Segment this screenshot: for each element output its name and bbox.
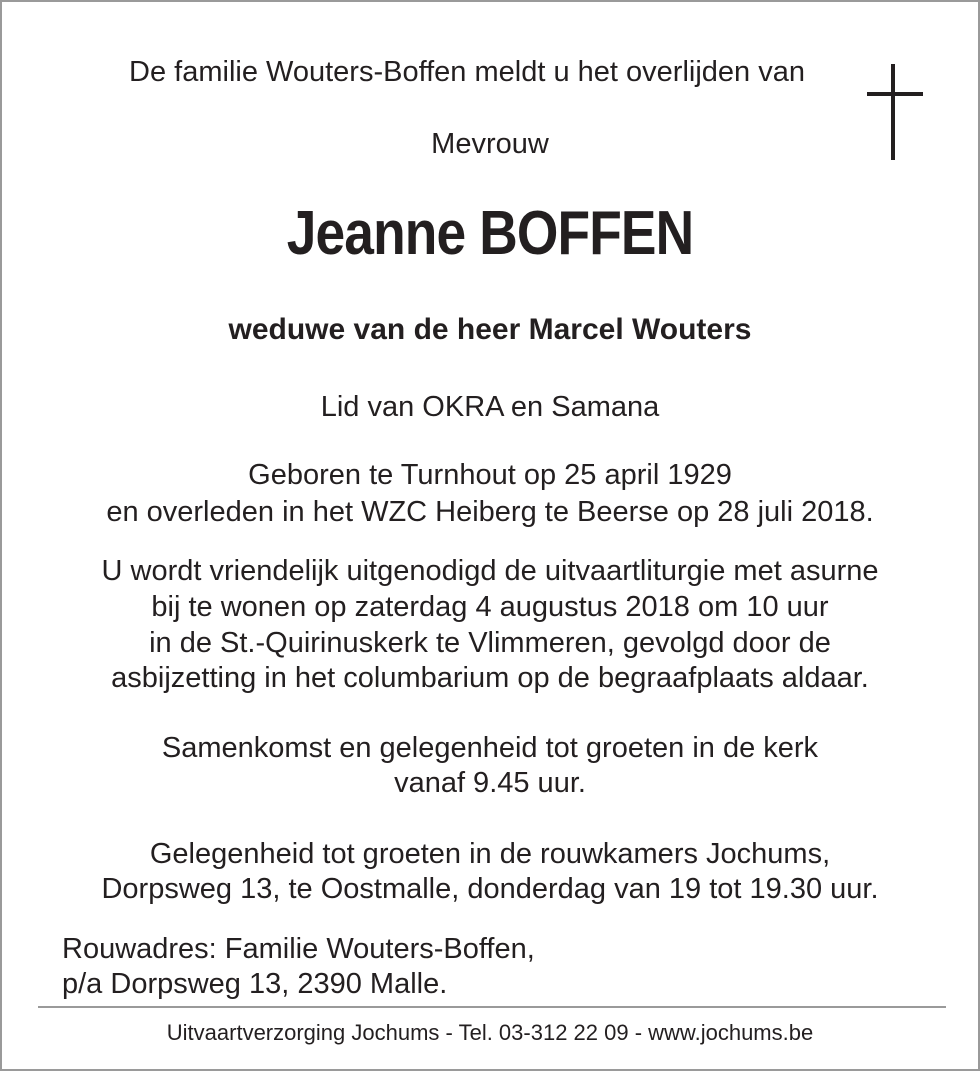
funeral-line: bij te wonen op zaterdag 4 augustus 2018 om 10 uur bbox=[151, 591, 829, 623]
funeral-line: asbijzetting in het columbarium op de begraafplaats aldaar. bbox=[111, 662, 869, 694]
membership-line: Lid van OKRA en Samana bbox=[320, 391, 660, 423]
funeral-line: U wordt vriendelijk uitgenodigd de uitvaartliturgie met asurne bbox=[101, 555, 879, 587]
viewing-line: Dorpsweg 13, te Oostmalle, donderdag van 19 tot 19.30 uur. bbox=[101, 873, 879, 905]
address-line: p/a Dorpsweg 13, 2390 Malle. bbox=[62, 968, 448, 1000]
address-line: Rouwadres: Familie Wouters-Boffen, bbox=[62, 933, 535, 965]
footer-divider bbox=[38, 1006, 946, 1008]
gathering-line: Samenkomst en gelegenheid tot groeten in de kerk bbox=[161, 732, 819, 764]
spouse-line: weduwe van de heer Marcel Wouters bbox=[228, 313, 752, 346]
salutation: Mevrouw bbox=[431, 128, 549, 160]
viewing-line: Gelegenheid tot groeten in de rouwkamers Jochums, bbox=[149, 838, 831, 870]
deceased-name: Jeanne BOFFEN bbox=[286, 199, 694, 268]
gathering-line: vanaf 9.45 uur. bbox=[394, 767, 586, 799]
birth-line: Geboren te Turnhout op 25 april 1929 bbox=[248, 459, 732, 491]
intro-text: De familie Wouters-Boffen meldt u het overlijden van bbox=[129, 56, 805, 88]
death-line: en overleden in het WZC Heiberg te Beerse op 28 juli 2018. bbox=[106, 496, 874, 528]
funeral-line: in de St.-Quirinuskerk te Vlimmeren, gevolgd door de bbox=[149, 627, 831, 659]
footer-text: Uitvaartverzorging Jochums - Tel. 03-312 22 09 - www.jochums.be bbox=[166, 1020, 814, 1045]
